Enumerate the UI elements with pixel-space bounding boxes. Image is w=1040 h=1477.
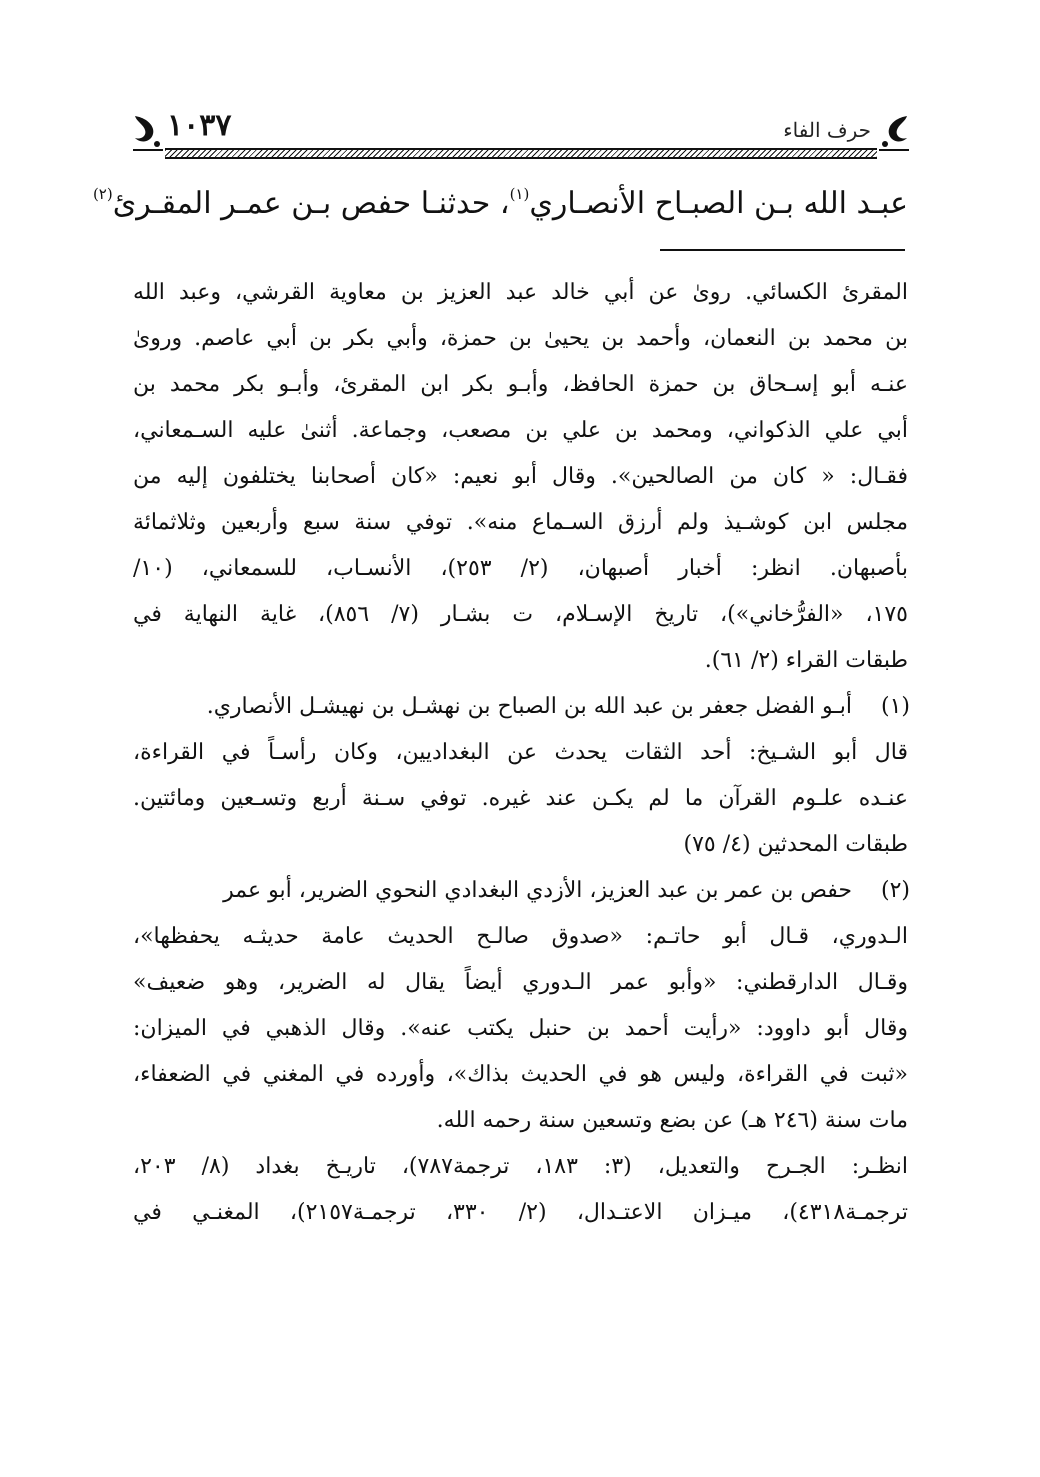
footnote-ref-2: (٢) (92, 185, 113, 203)
note-2-first-line (133, 868, 908, 914)
note-1-line: قال أبو الشـيخ: أحد الثقات يحدث عن البغداديين، وكان رأسـاً في القراءة، (133, 740, 908, 765)
note-2-line: ترجمـة٤٣١٨)، ميـزان الاعتـدال، (٢/ ٣٣٠، ترجمـة٢١٥٧)، المغنـي في (133, 1200, 909, 1225)
note-2-line: حفص بن عمر بن عبد العزيز، الأزدي البغدادي النحوي الضرير، أبو عمر (223, 878, 852, 903)
main-text-a: عبـد الله بـن الصبـاح الأنصـاري (529, 186, 908, 221)
chapter-title: حرف الفاء (783, 118, 871, 142)
note-continuation-line: بن محمد بن النعمان، وأحمد بن يحيىٰ بن حمزة، وأبي بكر بن أبي عاصم. وروىٰ (133, 326, 908, 351)
main-text-line (92, 170, 908, 228)
note-2-line: «ثبت في القراءة، وليس هو في الحديث بذاك»، وأورده في المغني في الضعفاء، (133, 1062, 908, 1087)
ornament-left-icon (131, 112, 165, 152)
note-continuation-line: عنـه أبو إسـحاق بن حمزة الحافظ، وأبـو بكر ابن المقرئ، وأبـو بكر محمد بن (133, 372, 908, 397)
note-1-line: عنـده علـوم القرآن ما لم يكـن عند غيره. توفي سـنة أربع وتسـعين ومائتين. (133, 786, 908, 811)
footnotes (133, 270, 908, 1236)
footnote-separator (660, 249, 905, 251)
note-2-number: (٢) (880, 878, 910, 903)
note-continuation-line: فقـال: « كان من الصالحين». وقال أبو نعيم: «كان أصحابنا يختلفون إليه من (133, 464, 908, 489)
main-text-b: ، حدثنـا حفص بـن عمـر المقـرئ (112, 186, 510, 221)
note-continuation-line: أبي علي الذكواني، ومحمد بن علي بن مصعب، وجماعة. أثنىٰ عليه السـمعاني، (133, 418, 908, 443)
note-continuation-line: طبقات القراء (٢/ ٦١). (704, 648, 908, 673)
note-1-first-line (133, 684, 908, 730)
note-2-line: الـدوري، قـال أبو حاتـم: «صدوق صالـح الحديث عامة حديثـه يحفظها»، (133, 924, 908, 949)
note-1-line: أبـو الفضل جعفر بن عبد الله بن الصباح بن نهشـل بن نهيشـل الأنصاري. (206, 694, 852, 719)
note-1-number: (١) (880, 694, 910, 719)
footnote-ref-1: (١) (509, 185, 530, 203)
note-continuation-line: بأصبهان. انظر: أخبار أصبهان، (٢/ ٢٥٣)، الأنسـاب، للسمعاني، (١٠/ (133, 556, 908, 581)
page-number: ١٠٣٧ (167, 108, 232, 143)
note-2-line: وقـال الدارقطني: «وأبو عمر الـدوري أيضاً يقال له الضرير، وهو ضعيف» (133, 970, 908, 995)
note-2-line: وقال أبو داوود: «رأيت أحمد بن حنبل يكتب عنه». وقال الذهبي في الميزان: (133, 1016, 908, 1041)
note-2-line: مات سنة (٢٤٦ هـ) عن بضع وتسعين سنة رحمه الله. (436, 1108, 908, 1133)
header-rule (165, 148, 877, 159)
note-continuation-line: مجلس ابن كوشـيذ ولم أرزق السـماع منه». توفي سنة سبع وأربعين وثلاثمائة (133, 510, 908, 535)
ornament-right-icon (877, 112, 911, 152)
note-continuation-line: ١٧٥، «الفرُّخاني»)، تاريخ الإسـلام، ت بشـار (٧/ ٨٥٦)، غاية النهاية في (133, 602, 908, 627)
note-continuation-line: المقرئ الكسائي. روىٰ عن أبي خالد عبد العزيز بن معاوية القرشي، وعبد الله (133, 280, 908, 305)
note-1-line: طبقات المحدثين (٤/ ٧٥) (683, 832, 908, 857)
running-header (131, 108, 911, 160)
note-2-line: انظـر: الجـرح والتعديل، (٣: ١٨٣، ترجمة٧٨٧)، تاريـخ بغداد (٨/ ٢٠٣، (133, 1154, 908, 1179)
